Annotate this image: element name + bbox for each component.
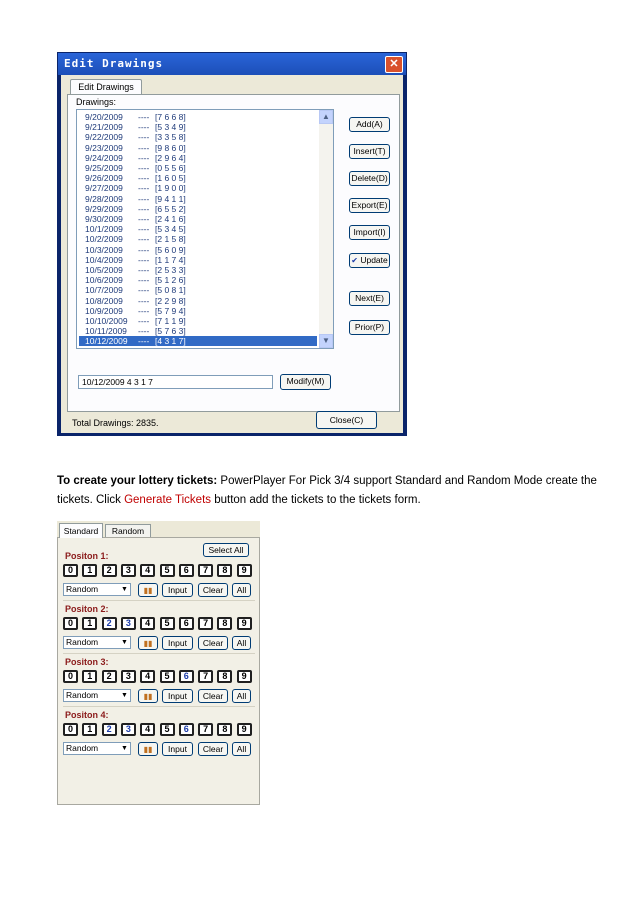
digit-button[interactable]: 8 bbox=[217, 617, 232, 630]
total-drawings: Total Drawings: 2835. bbox=[72, 418, 159, 428]
drawing-numbers: [2 4 1 6] bbox=[155, 214, 186, 224]
digit-button[interactable]: 9 bbox=[237, 617, 252, 630]
drawing-numbers: [6 5 5 2] bbox=[155, 203, 186, 214]
digit-button[interactable]: 4 bbox=[140, 564, 155, 577]
add-button[interactable]: Add(A) bbox=[349, 117, 390, 132]
digit-button[interactable]: 0 bbox=[63, 670, 78, 683]
list-item[interactable] bbox=[79, 336, 317, 346]
drawing-separator: ---- bbox=[138, 214, 150, 224]
drawing-numbers: [2 5 3 3] bbox=[155, 265, 186, 275]
digit-button[interactable]: 3 bbox=[121, 617, 136, 630]
drawing-numbers: [5 3 4 5] bbox=[155, 224, 186, 235]
modify-button[interactable]: Modify(M) bbox=[280, 374, 331, 390]
drawing-numbers: [5 7 6 3] bbox=[155, 326, 186, 337]
standard-tab-panel bbox=[57, 537, 260, 805]
drawing-separator: ---- bbox=[138, 142, 150, 153]
position-title: Positon 2: bbox=[65, 604, 109, 614]
mode-value: Random bbox=[66, 584, 99, 594]
digit-button[interactable]: 6 bbox=[179, 723, 194, 736]
clear-button[interactable]: Clear bbox=[198, 583, 228, 597]
digit-button[interactable]: 5 bbox=[160, 617, 175, 630]
digit-button[interactable]: 9 bbox=[237, 670, 252, 683]
drawing-date: 10/8/2009 bbox=[85, 295, 123, 306]
drawing-numbers: [7 6 6 8] bbox=[155, 112, 186, 122]
input-button[interactable]: Input bbox=[162, 636, 193, 650]
drawing-separator: ---- bbox=[138, 112, 150, 122]
tab-edit-drawings[interactable]: Edit Drawings bbox=[70, 79, 142, 95]
drawing-numbers: [0 5 5 6] bbox=[155, 163, 186, 173]
drawing-date: 10/6/2009 bbox=[85, 275, 123, 286]
mode-value: Random bbox=[66, 743, 99, 753]
drawing-date: 9/27/2009 bbox=[85, 183, 123, 194]
export-button[interactable]: Export(E) bbox=[349, 198, 390, 213]
drawing-numbers: [7 1 1 9] bbox=[155, 316, 186, 326]
digit-button[interactable]: 6 bbox=[179, 564, 194, 577]
drawing-separator: ---- bbox=[138, 265, 150, 275]
drawing-numbers: [1 6 0 5] bbox=[155, 173, 186, 184]
drawing-separator: ---- bbox=[138, 244, 150, 255]
title-bar bbox=[58, 53, 406, 75]
window-client bbox=[61, 75, 403, 433]
digit-button[interactable]: 3 bbox=[121, 670, 136, 683]
digit-button[interactable]: 8 bbox=[217, 564, 232, 577]
digit-button[interactable]: 3 bbox=[121, 564, 136, 577]
mode-select[interactable] bbox=[63, 742, 131, 755]
digit-button[interactable]: 1 bbox=[82, 723, 97, 736]
drawing-date: 10/4/2009 bbox=[85, 254, 123, 265]
drawing-numbers: [1 1 7 4] bbox=[155, 254, 186, 265]
drawing-date: 9/20/2009 bbox=[85, 112, 123, 122]
drawing-separator: ---- bbox=[138, 336, 150, 347]
drawings-list[interactable] bbox=[76, 109, 334, 349]
drawing-numbers: [4 3 1 7] bbox=[155, 336, 186, 347]
digit-button[interactable]: 1 bbox=[82, 564, 97, 577]
generate-tickets-link[interactable]: Generate Tickets bbox=[124, 494, 212, 506]
drawing-date: 10/10/2009 bbox=[85, 316, 128, 326]
digit-button[interactable]: 2 bbox=[102, 617, 117, 630]
drawing-date: 9/21/2009 bbox=[85, 122, 123, 133]
drawing-separator: ---- bbox=[138, 305, 150, 316]
import-button[interactable]: Import(I) bbox=[349, 225, 390, 240]
insert-button[interactable]: Insert(T) bbox=[349, 144, 390, 159]
drawing-date: 10/9/2009 bbox=[85, 305, 123, 316]
digit-button[interactable]: 8 bbox=[217, 723, 232, 736]
drawing-separator: ---- bbox=[138, 183, 150, 194]
window-title: Edit Drawings bbox=[64, 57, 164, 70]
drawing-date: 9/24/2009 bbox=[85, 152, 123, 163]
tab-panel bbox=[67, 94, 400, 412]
chevron-down-icon: ▼ bbox=[119, 690, 130, 701]
digit-button[interactable]: 7 bbox=[198, 723, 213, 736]
scroll-up-button[interactable] bbox=[319, 110, 333, 124]
tab-random[interactable]: Random bbox=[105, 524, 151, 537]
scroll-down-button[interactable] bbox=[319, 334, 333, 348]
all-button[interactable]: All bbox=[232, 636, 251, 650]
drawing-numbers: [5 1 2 6] bbox=[155, 275, 186, 286]
drawing-date: 9/30/2009 bbox=[85, 214, 123, 224]
drawing-separator: ---- bbox=[138, 316, 150, 326]
input-button[interactable]: Input bbox=[162, 583, 193, 597]
update-button[interactable] bbox=[349, 253, 390, 268]
all-button[interactable]: All bbox=[232, 583, 251, 597]
digit-button[interactable]: 9 bbox=[237, 723, 252, 736]
chevron-down-icon: ▼ bbox=[322, 336, 330, 345]
digit-button[interactable]: 4 bbox=[140, 723, 155, 736]
drawing-edit-input[interactable]: 10/12/2009 4 3 1 7 bbox=[78, 375, 273, 389]
drawing-separator: ---- bbox=[138, 254, 150, 265]
drawing-date: 10/5/2009 bbox=[85, 265, 123, 275]
digit-button[interactable]: 6 bbox=[179, 617, 194, 630]
clear-button[interactable]: Clear bbox=[198, 742, 228, 756]
delete-button[interactable]: Delete(D) bbox=[349, 171, 390, 186]
digit-button[interactable]: 6 bbox=[179, 670, 194, 683]
drawing-numbers: [5 0 8 1] bbox=[155, 285, 186, 296]
paragraph-text-2: button add the tickets to the tickets form. bbox=[211, 494, 421, 506]
digit-button[interactable]: 3 bbox=[121, 723, 136, 736]
close-icon: ✕ bbox=[389, 58, 399, 70]
position-title: Positon 4: bbox=[65, 710, 109, 720]
chevron-up-icon: ▲ bbox=[322, 112, 330, 121]
divider bbox=[63, 600, 255, 601]
divider bbox=[63, 653, 255, 654]
bar-chart-icon: ▮▮ bbox=[143, 586, 153, 595]
position-title: Positon 3: bbox=[65, 657, 109, 667]
drawing-separator: ---- bbox=[138, 275, 150, 286]
drawing-separator: ---- bbox=[138, 152, 150, 163]
bar-chart-icon: ▮▮ bbox=[143, 639, 153, 648]
drawing-numbers: [5 7 9 4] bbox=[155, 305, 186, 316]
drawing-separator: ---- bbox=[138, 285, 150, 296]
instructions-paragraph bbox=[57, 472, 597, 510]
input-button[interactable]: Input bbox=[162, 689, 193, 703]
drawing-separator: ---- bbox=[138, 203, 150, 214]
bar-chart-icon: ▮▮ bbox=[143, 745, 153, 754]
stats-button[interactable] bbox=[138, 742, 158, 756]
digit-button[interactable]: 7 bbox=[198, 670, 213, 683]
next-button[interactable]: Next(E) bbox=[349, 291, 390, 306]
drawing-date: 9/26/2009 bbox=[85, 173, 123, 184]
drawing-separator: ---- bbox=[138, 163, 150, 173]
close-button[interactable]: Close(C) bbox=[316, 411, 377, 429]
digit-button[interactable]: 8 bbox=[217, 670, 232, 683]
digit-button[interactable]: 2 bbox=[102, 564, 117, 577]
drawing-separator: ---- bbox=[138, 132, 150, 143]
input-button[interactable]: Input bbox=[162, 742, 193, 756]
bar-chart-icon: ▮▮ bbox=[143, 692, 153, 701]
vertical-scrollbar[interactable] bbox=[319, 110, 333, 348]
drawing-numbers: [2 9 6 4] bbox=[155, 152, 186, 163]
digit-button[interactable]: 5 bbox=[160, 670, 175, 683]
all-button[interactable]: All bbox=[232, 742, 251, 756]
drawing-separator: ---- bbox=[138, 122, 150, 133]
drawing-numbers: [5 3 4 9] bbox=[155, 122, 186, 133]
drawing-separator: ---- bbox=[138, 224, 150, 235]
checklist-icon: ✔ bbox=[351, 256, 358, 265]
drawing-numbers: [5 6 0 9] bbox=[155, 244, 186, 255]
drawing-date: 9/28/2009 bbox=[85, 193, 123, 204]
digit-button[interactable]: 7 bbox=[198, 564, 213, 577]
drawings-label: Drawings: bbox=[76, 97, 117, 107]
digit-button[interactable]: 2 bbox=[102, 670, 117, 683]
digit-button[interactable]: 0 bbox=[63, 723, 78, 736]
digit-button[interactable]: 4 bbox=[140, 617, 155, 630]
chevron-down-icon: ▼ bbox=[119, 637, 130, 648]
mode-select[interactable] bbox=[63, 689, 131, 702]
edit-drawings-window bbox=[57, 52, 407, 436]
drawing-date: 10/7/2009 bbox=[85, 285, 123, 296]
drawing-separator: ---- bbox=[138, 173, 150, 184]
clear-button[interactable]: Clear bbox=[198, 636, 228, 650]
drawing-numbers: [2 1 5 8] bbox=[155, 234, 186, 245]
drawing-numbers: [9 4 1 1] bbox=[155, 193, 186, 204]
paragraph-heading: To create your lottery tickets: bbox=[57, 475, 218, 487]
drawing-date: 10/11/2009 bbox=[85, 326, 127, 337]
prior-button[interactable]: Prior(P) bbox=[349, 320, 390, 335]
all-button[interactable]: All bbox=[232, 689, 251, 703]
digit-button[interactable]: 1 bbox=[82, 670, 97, 683]
digit-button[interactable]: 5 bbox=[160, 564, 175, 577]
drawing-numbers: [3 3 5 8] bbox=[155, 132, 186, 143]
drawing-separator: ---- bbox=[138, 295, 150, 306]
drawing-date: 10/2/2009 bbox=[85, 234, 123, 245]
digit-button[interactable]: 0 bbox=[63, 617, 78, 630]
drawing-separator: ---- bbox=[138, 193, 150, 204]
drawing-separator: ---- bbox=[138, 234, 150, 245]
select-all-button[interactable]: Select All bbox=[203, 543, 249, 557]
close-window-button[interactable] bbox=[385, 56, 403, 73]
stats-button[interactable] bbox=[138, 583, 158, 597]
drawing-numbers: [1 9 0 0] bbox=[155, 183, 186, 194]
mode-value: Random bbox=[66, 690, 99, 700]
mode-select[interactable] bbox=[63, 583, 131, 596]
drawing-separator: ---- bbox=[138, 326, 150, 337]
digit-button[interactable]: 7 bbox=[198, 617, 213, 630]
stats-button[interactable] bbox=[138, 636, 158, 650]
drawing-date: 10/3/2009 bbox=[85, 244, 123, 255]
stats-button[interactable] bbox=[138, 689, 158, 703]
digit-button[interactable]: 5 bbox=[160, 723, 175, 736]
paragraph-text-1: PowerPlayer For Pick 3/4 support Standard and Random Mode create the tickets. Click bbox=[57, 475, 597, 506]
chevron-down-icon: ▼ bbox=[119, 743, 130, 754]
position-title: Positon 1: bbox=[65, 551, 109, 561]
digit-button[interactable]: 2 bbox=[102, 723, 117, 736]
drawing-date: 9/29/2009 bbox=[85, 203, 123, 214]
digit-button[interactable]: 1 bbox=[82, 617, 97, 630]
mode-select[interactable] bbox=[63, 636, 131, 649]
drawing-numbers: [2 2 9 8] bbox=[155, 295, 186, 306]
drawing-date: 9/23/2009 bbox=[85, 142, 123, 153]
digit-button[interactable]: 0 bbox=[63, 564, 78, 577]
chevron-down-icon: ▼ bbox=[119, 584, 130, 595]
tab-standard[interactable]: Standard bbox=[59, 523, 103, 538]
drawing-numbers: [9 8 6 0] bbox=[155, 142, 186, 153]
update-label: Update bbox=[360, 255, 388, 265]
drawing-date: 10/1/2009 bbox=[85, 224, 123, 235]
mode-value: Random bbox=[66, 637, 99, 647]
divider bbox=[63, 706, 255, 707]
digit-button[interactable]: 9 bbox=[237, 564, 252, 577]
clear-button[interactable]: Clear bbox=[198, 689, 228, 703]
drawing-date: 9/25/2009 bbox=[85, 163, 123, 173]
drawing-date: 10/12/2009 bbox=[85, 336, 128, 347]
drawing-date: 9/22/2009 bbox=[85, 132, 123, 143]
digit-button[interactable]: 4 bbox=[140, 670, 155, 683]
ticket-mode-panel bbox=[57, 521, 260, 805]
